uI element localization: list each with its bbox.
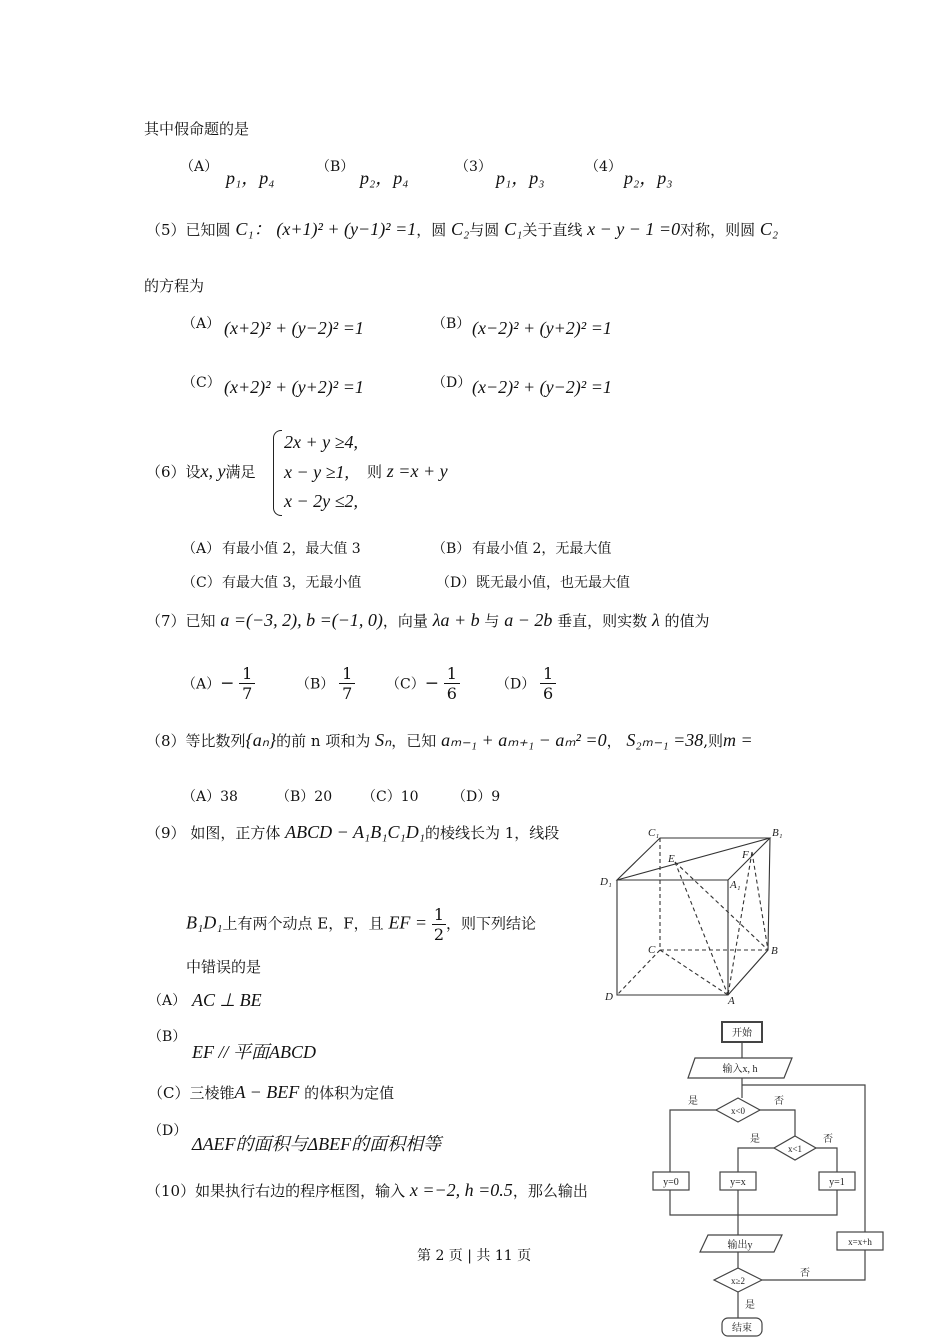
q9-option-c	[148, 1082, 394, 1103]
q8-comma: ，	[606, 732, 622, 750]
q5-text-cont: 的方程为	[144, 277, 205, 295]
label-b: B	[771, 945, 778, 957]
q9-option-d: ΔAEF的面积与ΔBEF的面积相等	[192, 1134, 442, 1154]
flow-box-y0-text: y=0	[663, 1177, 679, 1188]
flow-no: 否	[800, 1268, 810, 1279]
q6-number: （6）设	[146, 463, 201, 481]
q5-option-c: (x+2)² + (y+2)² =1	[224, 377, 364, 397]
q7-text: 垂直，则实数	[557, 612, 648, 630]
label-b1: B₁	[772, 827, 783, 839]
q5-c1: C₁：	[235, 219, 272, 239]
q9-stem-2	[186, 905, 536, 944]
q4-option-c: p₁，p₃	[496, 168, 545, 188]
q7-v2: a − 2b	[504, 610, 553, 630]
q4-option-c-label: （3）	[455, 159, 492, 175]
q10-text: （10）如果执行右边的程序框图，输入	[146, 1182, 406, 1200]
q8-sum: Sₙ	[375, 730, 392, 750]
q5-option-a-label: （A）	[182, 316, 221, 332]
flow-box-yx-text: y=x	[730, 1177, 746, 1188]
q6-expr: z =x + y	[386, 461, 448, 481]
q7-option-num: 1	[339, 664, 355, 684]
q8-text: ,则	[703, 732, 724, 750]
q7-v1: λa + b	[432, 610, 480, 630]
q8-cond: aₘ₋₁ + aₘ₊₁ − aₘ² =0	[441, 730, 607, 750]
q8-option-c: （C）10	[362, 789, 419, 805]
q7-stem	[146, 610, 710, 631]
q6-text: 则	[367, 463, 383, 481]
q6-stem	[146, 461, 256, 482]
q5-eq1: (x+1)² + (y−1)² =1	[276, 219, 417, 239]
label-a1: A₁	[730, 879, 741, 891]
q8-option-a: （A）38	[182, 789, 238, 805]
q10-text: ，那么输出	[512, 1182, 588, 1200]
q8-m: m =	[723, 730, 753, 750]
q8-text: ，已知	[391, 732, 437, 750]
q6-option-d-label: （D）	[436, 575, 476, 591]
page-footer: 第 2 页 | 共 11 页	[417, 1248, 532, 1264]
q5-option-b-label: （B）	[432, 316, 471, 332]
q9-text: 的棱线长为 1，线段	[424, 824, 560, 842]
q7-option	[496, 664, 556, 703]
q6-option-d: 既无最小值，也无最大值	[476, 575, 630, 591]
q7-number: （7）已知	[146, 612, 216, 630]
q5-option-b: (x−2)² + (y+2)² =1	[472, 318, 612, 338]
q9-stem	[146, 822, 559, 843]
q7-option-den: 6	[446, 684, 457, 703]
q6-option-c-label: （C）	[182, 575, 221, 591]
q5-c2: C₂	[759, 219, 779, 239]
q7-option	[182, 664, 255, 703]
q7-option-fraction	[540, 664, 556, 703]
q7-option-num: 1	[444, 664, 460, 684]
q5-c1: C₁	[504, 219, 523, 239]
q9-option-a-label: （A）	[148, 993, 187, 1009]
q7-vectors: a =(−3, 2), b =(−1, 0)	[220, 610, 383, 630]
q4-option-a-label: （A）	[180, 159, 219, 175]
q8-option-d: （D）9	[452, 789, 501, 805]
q9-cube: ABCD − A₁B₁C₁D₁	[285, 822, 425, 842]
q6-vars: x, y	[200, 461, 226, 481]
label-d: D	[605, 991, 613, 1003]
q5-number: （5）	[146, 221, 186, 239]
q7-option-fraction	[444, 664, 460, 703]
q9-option-c-tail: 的体积为定值	[304, 1084, 395, 1102]
q6-then	[367, 461, 448, 482]
q5-text: 已知圆	[185, 221, 231, 239]
q9-option-b: EF // 平面ABCD	[192, 1042, 316, 1062]
flow-box-y1-text: y=1	[829, 1177, 845, 1188]
label-c: C	[648, 944, 656, 956]
q6-option-b: 有最小值 2，无最大值	[472, 541, 612, 557]
q9-text: 上有两个动点 E，F，且	[222, 914, 384, 933]
label-d1: D₁	[600, 876, 612, 888]
q7-option-den: 7	[342, 684, 353, 703]
flow-end-text: 结束	[732, 1323, 752, 1334]
q7-option	[386, 664, 460, 703]
q9-option-c-math: A − BEF	[234, 1082, 300, 1102]
q4-option-a: p₁，p₄	[226, 168, 275, 188]
flow-no: 否	[823, 1134, 833, 1145]
q7-option	[296, 664, 355, 703]
flowchart	[640, 1015, 890, 1344]
q7-option-num: 1	[540, 664, 556, 684]
q6-option-b-label: （B）	[432, 541, 471, 557]
q9-text: 中错误的是	[186, 958, 262, 976]
q5-option-d-label: （D）	[432, 375, 472, 391]
q10-input: x =−2, h =0.5	[409, 1180, 513, 1200]
q6-ineq: x − 2y ≤2,	[284, 491, 359, 511]
flow-start-text: 开始	[732, 1028, 752, 1039]
q7-option-label: （D）	[496, 676, 536, 693]
q7-option-label: （C）	[386, 676, 425, 693]
q7-option-num: 1	[239, 664, 255, 684]
q4-option-d: p₂，p₃	[624, 168, 673, 188]
q6-ineq: 2x + y ≥4,	[284, 432, 359, 452]
q5-text: ，圆	[416, 221, 447, 239]
q4-option-b: p₂，p₄	[360, 168, 409, 188]
flow-no: 否	[774, 1096, 784, 1107]
q9-half	[432, 905, 446, 944]
q10-stem	[146, 1180, 588, 1201]
flow-box-inc-text: x=x+h	[848, 1237, 872, 1247]
q6-option-c: 有最大值 3，无最小值	[222, 575, 362, 591]
q5-stem	[146, 215, 778, 241]
q9-text: 如图，正方体	[190, 824, 281, 842]
q5-option-d: (x−2)² + (y−2)² =1	[472, 377, 612, 397]
label-a: A	[728, 995, 735, 1007]
q7-option-den: 7	[242, 684, 253, 703]
q9-text: ，则下列结论	[446, 914, 537, 933]
q8-stem	[146, 730, 753, 751]
q7-text: 与	[484, 612, 500, 630]
q6-option-a: 有最小值 2，最大值 3	[222, 541, 361, 557]
q6-text: 满足	[225, 463, 256, 481]
q8-seq: {aₙ}	[245, 730, 277, 750]
q7-option-label: （A）	[182, 676, 221, 693]
q9-option-b-label: （B）	[148, 1029, 187, 1045]
q7-option-sign: −	[424, 673, 439, 694]
flow-cond1-text: x<0	[730, 1106, 746, 1116]
q8-number: （8）等比数列	[146, 732, 246, 750]
label-c1: C₁	[648, 827, 660, 839]
flow-cond3-text: x≥2	[731, 1276, 745, 1286]
q5-option-a: (x+2)² + (y−2)² =1	[224, 318, 364, 338]
q5-c2: C₂	[451, 219, 470, 239]
label-e: E	[668, 853, 675, 865]
q8-option-b: （B）20	[276, 789, 333, 805]
q4-option-d-label: （4）	[585, 159, 622, 175]
q6-brace	[273, 430, 282, 516]
q5-text: 与圆	[469, 221, 500, 239]
q5-text: 对称，则圆	[680, 221, 756, 239]
flow-input-text: 输入x, h	[722, 1064, 758, 1075]
flow-yes: 是	[745, 1300, 755, 1311]
q7-option-sign: −	[220, 673, 235, 694]
q5-line: x − y − 1 =0	[587, 219, 681, 239]
q9-option-d-label: （D）	[148, 1123, 188, 1139]
flow-yes: 是	[688, 1096, 698, 1107]
q7-option-fraction	[239, 664, 255, 703]
q9-half-den: 2	[433, 925, 445, 944]
flow-cond2-text: x<1	[787, 1144, 803, 1154]
q7-option-fraction	[339, 664, 355, 703]
cube-figure	[595, 820, 795, 1010]
q7-lambda: λ	[651, 610, 660, 630]
q6-ineq: x − y ≥1,	[284, 462, 350, 482]
q9-half-num: 1	[433, 905, 445, 924]
q5-text: 关于直线	[522, 221, 583, 239]
flow-yes: 是	[750, 1134, 760, 1145]
q8-text: 的前 n 项和为	[276, 732, 371, 750]
q7-option-den: 6	[543, 684, 554, 703]
q9-seg: B₁D₁	[186, 912, 223, 933]
q4-option-b-label: （B）	[316, 159, 355, 175]
q9-option-c-label: （C）三棱锥	[148, 1084, 235, 1102]
q5-option-c-label: （C）	[182, 375, 221, 391]
q9-option-a: AC ⊥ BE	[192, 990, 262, 1010]
q9-number: （9）	[146, 824, 186, 842]
q6-option-a-label: （A）	[182, 541, 221, 557]
label-f: F	[742, 849, 749, 861]
q9-ef: EF =	[388, 912, 428, 933]
q7-option-label: （B）	[296, 676, 335, 693]
q8-cond2: S₂ₘ₋₁ =38	[626, 730, 704, 750]
q7-text: ，向量	[382, 612, 428, 630]
q4-intro: 其中假命题的是	[144, 120, 250, 138]
flow-output-text: 输出y	[727, 1240, 753, 1251]
q7-text: 的值为	[664, 612, 710, 630]
